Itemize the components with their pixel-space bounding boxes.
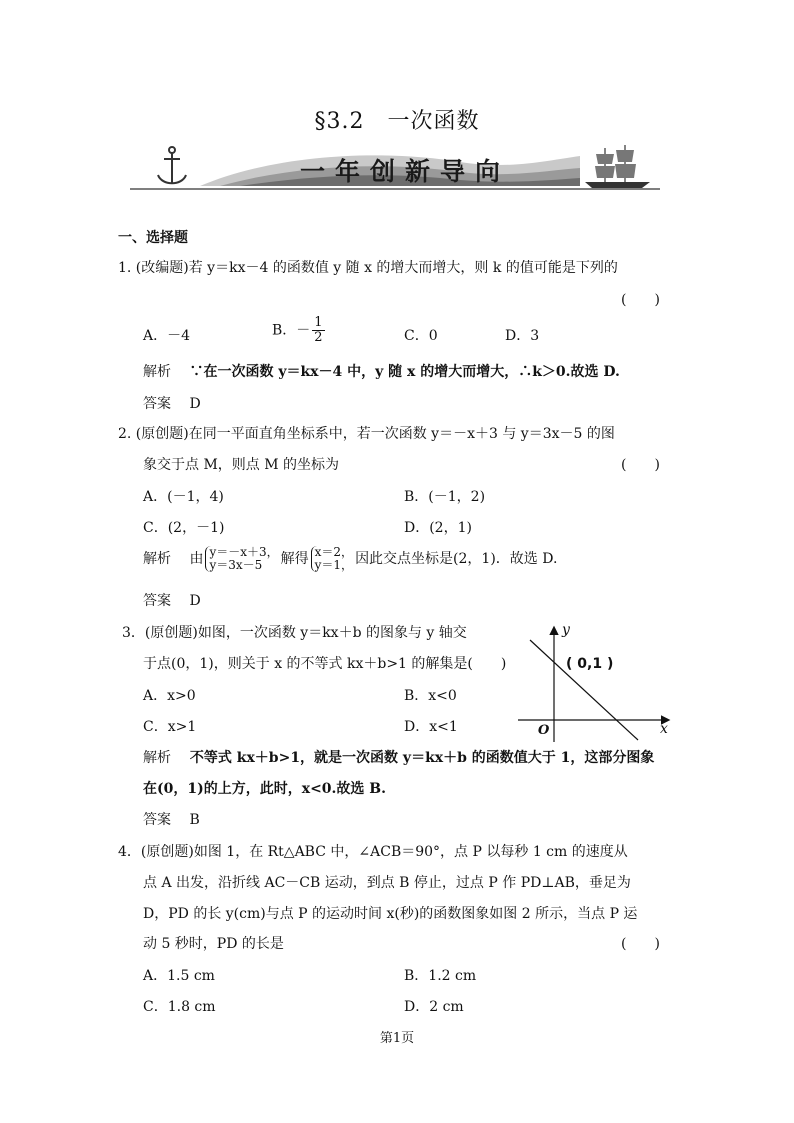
analysis-text-pre: 由	[189, 551, 204, 567]
q3-answer	[143, 810, 200, 830]
answer-value: D	[189, 396, 201, 412]
equation-line: y＝－x＋3，	[209, 545, 279, 559]
q2-option-a: A．(－1，4)	[143, 489, 224, 505]
equation-line: y＝1，	[314, 558, 354, 572]
equation-line: y＝3x－5	[209, 558, 263, 572]
page-number: 第1页	[379, 1031, 415, 1046]
analysis-text-mid: 解得	[280, 551, 309, 567]
answer-label: 答案	[143, 812, 171, 828]
q4-stem-line2: 点 A 出发，沿折线 AC－CB 运动，到点 B 停止，过点 P 作 PD⊥AB，垂足为	[143, 875, 631, 891]
equation-system	[205, 546, 278, 572]
x-axis-label: x	[660, 721, 668, 737]
q1-answer-paren: ( )	[621, 292, 660, 308]
q3-option-c: C．x>1	[143, 719, 197, 735]
q2-option-d: D．(2，1)	[404, 520, 472, 536]
q2-stem-line2: 象交于点 M，则点 M 的坐标为	[143, 457, 340, 473]
solution-system	[311, 546, 353, 572]
q3-analysis-line1	[143, 748, 654, 768]
fraction-denominator: 2	[314, 330, 323, 345]
q4-answer-paren: ( )	[621, 936, 660, 952]
analysis-label: 解析	[143, 750, 171, 766]
q2-stem-line1: 2. (原创题)在同一平面直角坐标系中，若一次函数 y＝－x＋3 与 y＝3x－5 的图	[118, 426, 615, 442]
q1-option-a: A．－4	[143, 328, 191, 344]
q3-function-graph	[510, 620, 675, 745]
q2-option-b: B．(－1，2)	[404, 489, 486, 505]
q4-stem-line4: 动 5 秒时，PD 的长是	[143, 936, 284, 952]
page-title: §3.2 一次函数	[314, 109, 480, 134]
analysis-text: 不等式 kx＋b>1，就是一次函数 y＝kx＋b 的函数值大于 1，这部分图象	[189, 750, 655, 766]
q1-option-b-prefix: B．－	[272, 322, 311, 339]
q4-option-c: C．1.8 cm	[143, 999, 216, 1015]
fraction-numerator: 1	[314, 315, 323, 330]
q2-option-c: C．(2，－1)	[143, 520, 225, 536]
fraction	[312, 316, 324, 345]
q1-analysis	[143, 362, 620, 382]
analysis-text-post: 因此交点坐标是(2，1)．故选 D.	[355, 551, 558, 567]
q1-answer	[143, 394, 201, 414]
anchor-icon	[158, 147, 186, 184]
q1-option-c: C．0	[404, 328, 438, 344]
q3-option-b: B．x<0	[404, 688, 457, 704]
q1-stem: 1. (改编题)若 y＝kx－4 的函数值 y 随 x 的增大而增大，则 k 的值可能是下列的	[118, 260, 618, 276]
analysis-label: 解析	[143, 364, 171, 380]
point-label: ( 0,1 )	[566, 656, 614, 672]
q3-option-a: A．x>0	[143, 688, 196, 704]
q2-answer	[143, 591, 201, 611]
answer-value: B	[189, 812, 200, 828]
q2-answer-paren: ( )	[621, 457, 660, 473]
y-axis-label: y	[562, 622, 570, 638]
q4-stem-line3: D，PD 的长 y(cm)与点 P 的运动时间 x(秒)的函数图象如图 2 所示，当点 P 运	[143, 906, 638, 922]
q3-stem-line2: 于点(0，1)，则关于 x 的不等式 kx＋b>1 的解集是( )	[143, 656, 507, 672]
q3-option-d: D．x<1	[404, 719, 458, 735]
origin-label: O	[538, 723, 550, 738]
analysis-label: 解析	[143, 551, 171, 567]
q4-option-d: D．2 cm	[404, 999, 464, 1015]
answer-value: D	[189, 593, 201, 609]
q1-option-b	[272, 316, 327, 345]
q4-option-a: A．1.5 cm	[143, 968, 215, 984]
q3-stem-line1: 3．(原创题)如图，一次函数 y＝kx＋b 的图象与 y 轴交	[122, 625, 467, 641]
banner-text: 一年创新导向	[300, 157, 511, 186]
q4-stem-line1: 4．(原创题)如图 1，在 Rt△ABC 中，∠ACB＝90°，点 P 以每秒 1 cm 的速度从	[118, 844, 628, 860]
equation-line: x＝2，	[314, 545, 354, 559]
ship-icon	[585, 145, 650, 188]
q3-analysis-line2: 在(0，1)的上方，此时，x<0.故选 B.	[143, 781, 387, 797]
q2-analysis	[143, 546, 557, 572]
q4-option-b: B．1.2 cm	[404, 968, 477, 984]
section-heading: 一、选择题	[118, 230, 188, 246]
answer-label: 答案	[143, 593, 171, 609]
q1-option-d: D．3	[505, 328, 540, 344]
analysis-text: ∵在一次函数 y＝kx－4 中，y 随 x 的增大而增大，∴k＞0.故选 D.	[189, 364, 620, 380]
answer-label: 答案	[143, 396, 171, 412]
